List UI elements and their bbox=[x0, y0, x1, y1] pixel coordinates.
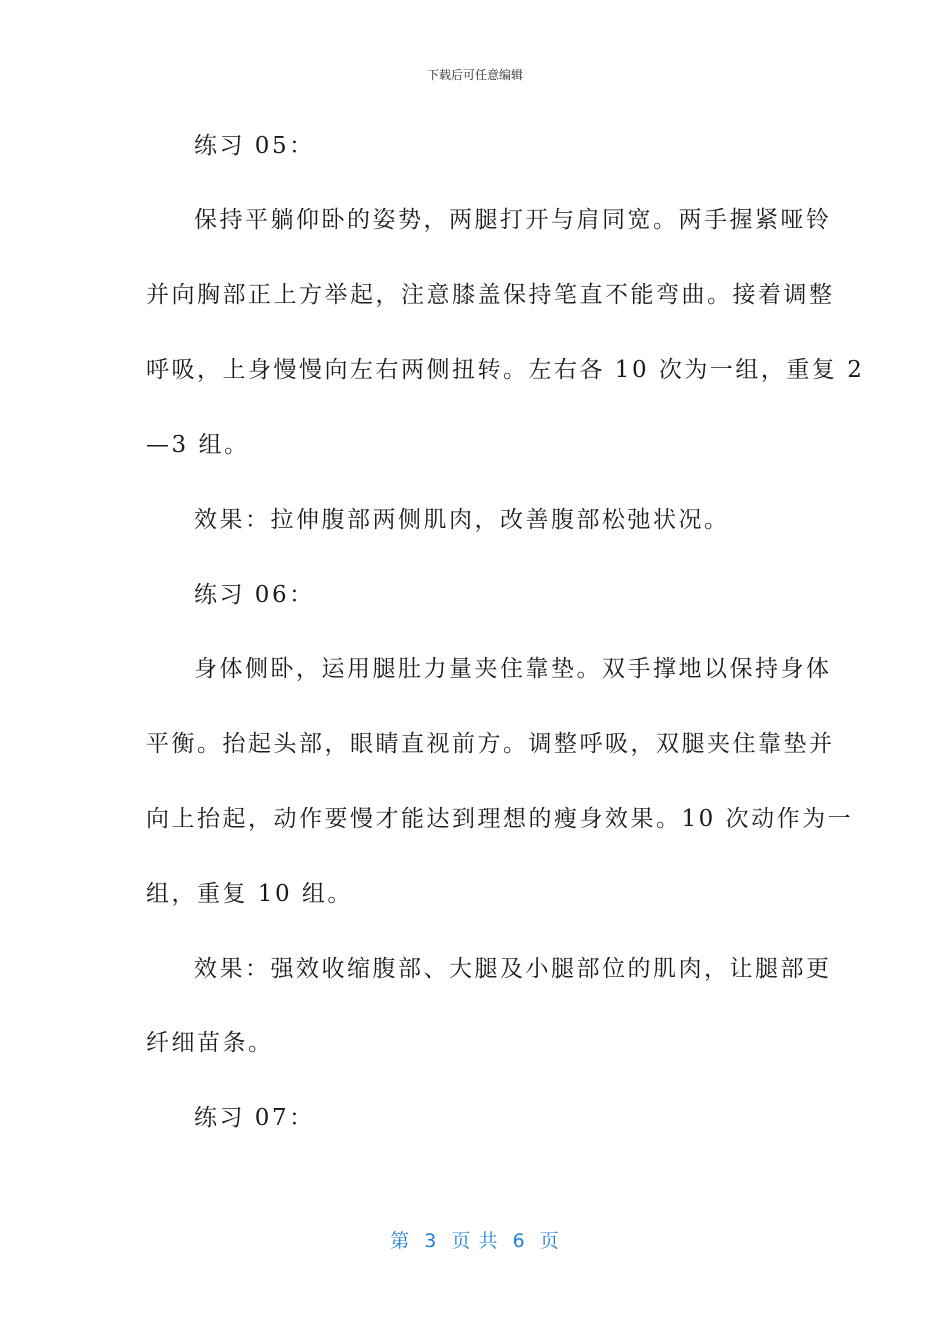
exercise-05-effect: 效果：拉伸腹部两侧肌肉，改善腹部松弛状况。 bbox=[194, 507, 730, 533]
exercise-06-text-line-4: 组，重复 10 组。 bbox=[146, 881, 353, 907]
exercise-05-text-line-3: 呼吸，上身慢慢向左右两侧扭转。左右各 10 次为一组，重复 2 bbox=[146, 357, 865, 383]
page-header: 下载后可任意编辑 bbox=[426, 68, 523, 82]
exercise-06-effect-line-2: 纤细苗条。 bbox=[146, 1030, 274, 1056]
exercise-05-text-line-1: 保持平躺仰卧的姿势，两腿打开与肩同宽。两手握紧哑铃 bbox=[194, 207, 832, 233]
exercise-05-title: 练习 05： bbox=[194, 133, 315, 159]
exercise-06-text-line-2: 平衡。抬起头部，眼睛直视前方。调整呼吸，双腿夹住靠垫并 bbox=[146, 731, 835, 757]
exercise-06-title: 练习 06： bbox=[194, 582, 315, 608]
page-number-footer: 第 3 页 共 6 页 bbox=[390, 1230, 560, 1252]
exercise-05-text-line-4: —3 组。 bbox=[146, 432, 250, 458]
exercise-06-text-line-3: 向上抬起，动作要慢才能达到理想的瘦身效果。10 次动作为一 bbox=[146, 806, 854, 832]
exercise-06-effect-line-1: 效果：强效收缩腹部、大腿及小腿部位的肌肉，让腿部更 bbox=[194, 956, 832, 982]
exercise-06-text-line-1: 身体侧卧，运用腿肚力量夹住靠垫。双手撑地以保持身体 bbox=[194, 656, 832, 682]
exercise-07-title: 练习 07： bbox=[194, 1105, 315, 1131]
exercise-05-text-line-2: 并向胸部正上方举起，注意膝盖保持笔直不能弯曲。接着调整 bbox=[146, 282, 835, 308]
